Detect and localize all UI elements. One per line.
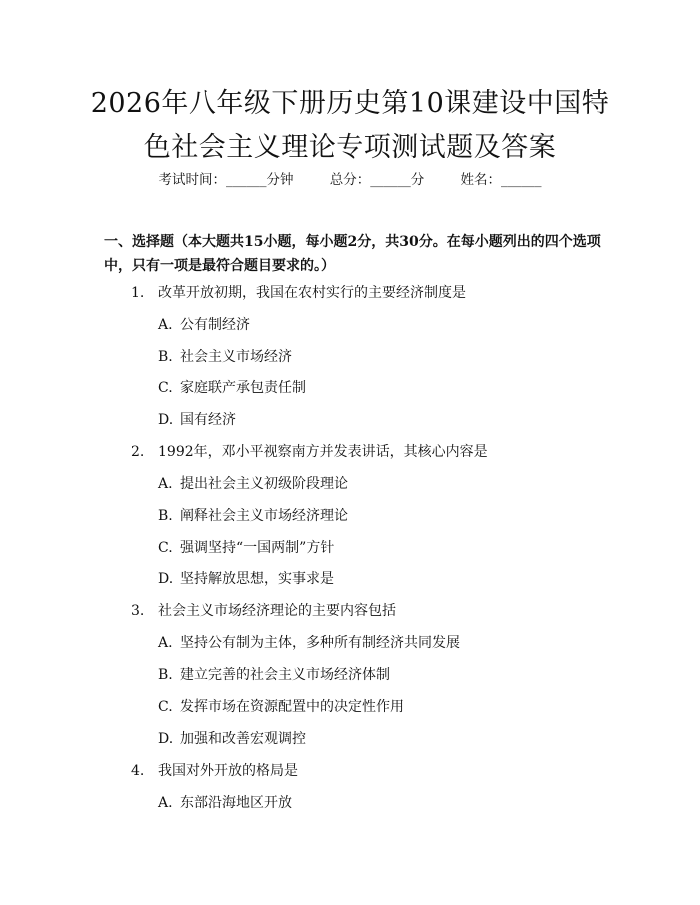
question-number: 2. bbox=[131, 444, 145, 460]
option-label: A. bbox=[158, 317, 173, 333]
option-3c bbox=[158, 696, 404, 716]
option-2d bbox=[158, 568, 334, 588]
option-4a bbox=[158, 792, 292, 812]
question-4 bbox=[131, 760, 298, 780]
option-text: 阐释社会主义市场经济理论 bbox=[180, 508, 348, 524]
option-1b bbox=[158, 346, 292, 366]
option-1a bbox=[158, 314, 250, 334]
option-label: A. bbox=[158, 635, 173, 651]
option-text: 发挥市场在资源配置中的决定性作用 bbox=[180, 699, 404, 715]
option-text: 提出社会主义初级阶段理论 bbox=[180, 476, 348, 492]
option-label: C. bbox=[158, 380, 173, 396]
question-text: 社会主义市场经济理论的主要内容包括 bbox=[158, 603, 396, 619]
option-text: 国有经济 bbox=[180, 412, 236, 428]
question-text: 我国对外开放的格局是 bbox=[158, 763, 298, 779]
option-3b bbox=[158, 664, 390, 684]
exam-name: 姓名：______ bbox=[460, 172, 542, 188]
question-number: 4. bbox=[131, 763, 145, 779]
option-label: D. bbox=[158, 412, 174, 428]
option-label: C. bbox=[158, 699, 173, 715]
option-text: 强调坚持“一国两制”方针 bbox=[180, 540, 335, 556]
question-text: 改革开放初期，我国在农村实行的主要经济制度是 bbox=[158, 285, 466, 301]
option-text: 家庭联产承包责任制 bbox=[180, 380, 306, 396]
section-heading: 一、选择题（本大题共15小题，每小题2分，共30分。在每小题列出的四个选项中，只有一项是最符合题目要求的。） bbox=[104, 234, 601, 274]
document-title bbox=[60, 82, 640, 170]
question-2 bbox=[131, 441, 488, 461]
option-1d bbox=[158, 409, 236, 429]
option-1c bbox=[158, 377, 306, 397]
option-2b bbox=[158, 505, 348, 525]
exam-score: 总分：______分 bbox=[329, 172, 425, 188]
question-3 bbox=[131, 600, 396, 620]
option-label: C. bbox=[158, 540, 173, 556]
option-2c bbox=[158, 537, 334, 557]
option-text: 加强和改善宏观调控 bbox=[180, 731, 306, 747]
option-label: A. bbox=[158, 476, 173, 492]
option-label: D. bbox=[158, 571, 174, 587]
option-label: B. bbox=[158, 508, 173, 524]
option-label: B. bbox=[158, 349, 173, 365]
question-number: 1. bbox=[131, 285, 145, 301]
question-text: 1992年，邓小平视察南方并发表讲话，其核心内容是 bbox=[158, 444, 488, 460]
exam-meta bbox=[0, 168, 700, 188]
option-3a bbox=[158, 632, 460, 652]
option-text: 建立完善的社会主义市场经济体制 bbox=[180, 667, 390, 683]
title-line-1: 2026年八年级下册历史第10课建设中国特 bbox=[90, 88, 610, 119]
option-text: 坚持解放思想，实事求是 bbox=[180, 571, 334, 587]
title-line-2: 色社会主义理论专项测试题及答案 bbox=[143, 132, 557, 163]
question-number: 3. bbox=[131, 603, 145, 619]
option-text: 公有制经济 bbox=[180, 317, 250, 333]
option-text: 东部沿海地区开放 bbox=[180, 795, 292, 811]
exam-time: 考试时间：______分钟 bbox=[158, 172, 294, 188]
question-1 bbox=[131, 282, 466, 302]
option-2a bbox=[158, 473, 348, 493]
option-label: D. bbox=[158, 731, 174, 747]
option-label: B. bbox=[158, 667, 173, 683]
option-3d bbox=[158, 728, 306, 748]
option-text: 坚持公有制为主体，多种所有制经济共同发展 bbox=[180, 635, 460, 651]
option-label: A. bbox=[158, 795, 173, 811]
option-text: 社会主义市场经济 bbox=[180, 349, 292, 365]
